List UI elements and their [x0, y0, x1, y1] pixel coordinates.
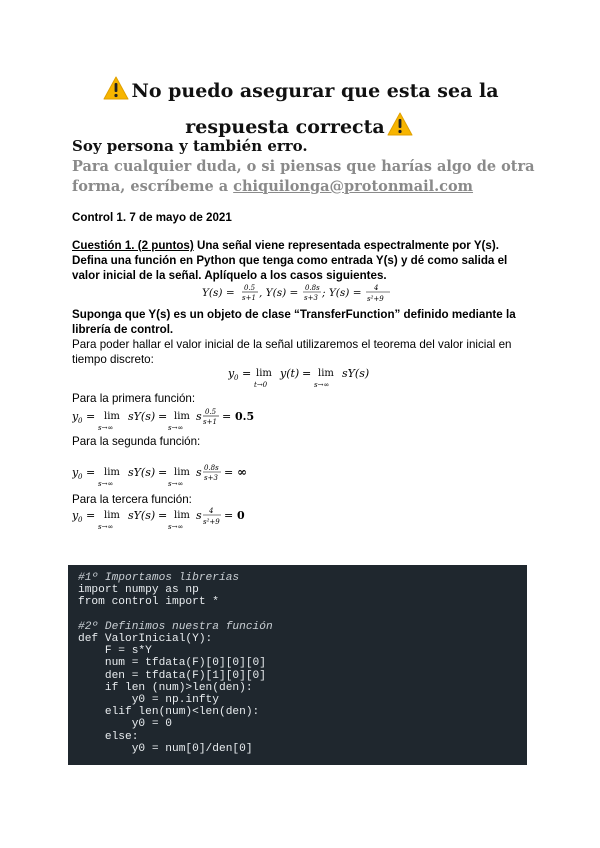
svg-text:s→∞: s→∞: [168, 480, 184, 488]
svg-text:lim: lim: [104, 411, 120, 422]
banner-title-line1: [0, 76, 600, 102]
svg-text:sY(s): sY(s): [128, 509, 156, 522]
svg-text:y: y: [228, 367, 235, 380]
svg-text:0.5: 0.5: [244, 284, 256, 292]
functions-equation: [200, 282, 410, 304]
code-line: import numpy as np: [78, 584, 199, 597]
third-function-equation: [72, 503, 272, 533]
svg-text:s→∞: s→∞: [98, 523, 114, 531]
third-function-label: Para la tercera función:: [72, 493, 192, 506]
svg-text:lim: lim: [256, 368, 272, 379]
svg-text:lim: lim: [318, 368, 334, 379]
svg-text:4: 4: [374, 284, 379, 292]
svg-text:s→∞: s→∞: [314, 381, 330, 389]
svg-text:0.5: 0.5: [205, 408, 217, 416]
second-function-label: Para la segunda función:: [72, 435, 201, 448]
svg-text:=: =: [86, 509, 96, 522]
svg-text:y(t): y(t): [280, 367, 300, 380]
banner-title-text-2: respuesta correcta: [185, 116, 385, 138]
code-line: else:: [78, 730, 139, 743]
svg-text:y: y: [72, 509, 79, 522]
svg-text:s: s: [196, 410, 202, 423]
code-line: if len (num)>len(den):: [78, 681, 253, 694]
svg-text:y: y: [72, 410, 79, 423]
svg-text:sY(s): sY(s): [128, 410, 156, 423]
svg-text:s→∞: s→∞: [168, 523, 184, 531]
banner-person-note: Soy persona y también erro.: [72, 137, 308, 155]
svg-text:0: 0: [234, 374, 239, 382]
svg-text:s²+9: s²+9: [203, 518, 220, 526]
svg-text:=: =: [222, 410, 232, 423]
code-line: y0 = num[0]/den[0]: [78, 742, 253, 755]
svg-text:sY(s): sY(s): [342, 367, 370, 380]
contact-line-1: Para cualquier duda, o si piensas que harías algo de otra: [72, 158, 535, 175]
first-function-label: Para la primera función:: [72, 392, 196, 405]
svg-text:; Y(s) =: ; Y(s) =: [322, 287, 362, 299]
banner-title-line2: [0, 112, 600, 138]
svg-text:=: =: [86, 410, 96, 423]
svg-text:0: 0: [78, 473, 83, 481]
svg-text:=: =: [224, 466, 234, 479]
code-line: y0 = np.infty: [78, 694, 219, 707]
svg-text:4: 4: [209, 507, 214, 515]
warning-icon: [103, 76, 129, 100]
svg-text:=: =: [224, 509, 234, 522]
banner-title-text-1: No puedo asegurar que esta sea la: [131, 80, 499, 102]
svg-text:s+1: s+1: [242, 294, 256, 302]
svg-text:lim: lim: [174, 467, 190, 478]
svg-text:y: y: [72, 466, 79, 479]
code-line: [78, 609, 85, 621]
suppose-statement: Suponga que Y(s) es un objeto de clase “TransferFunction” definido mediante la librería de control.: [72, 308, 516, 336]
svg-text:0.8s: 0.8s: [305, 284, 320, 292]
first-function-equation: [72, 404, 272, 434]
svg-text:s: s: [196, 509, 202, 522]
svg-text:lim: lim: [174, 510, 190, 521]
code-block: [68, 565, 527, 765]
code-line: def ValorInicial(Y):: [78, 633, 213, 646]
code-line: den = tfdata(F)[1][0][0]: [78, 669, 266, 682]
contact-prefix: forma, escríbeme a: [72, 178, 234, 195]
svg-text:s+3: s+3: [204, 474, 218, 482]
warning-icon: [387, 112, 413, 136]
question-text: Una señal viene representada espectralmente por Y(s). Defina una función en Python que tenga como entrada Y(s) y dé como salida el valor inicial de la señal. Aplíquelo a los casos siguientes.: [72, 239, 508, 282]
svg-text:t→0: t→0: [254, 381, 268, 389]
banner-contact: [72, 157, 542, 197]
svg-text:lim: lim: [174, 411, 190, 422]
svg-text:s²+9: s²+9: [367, 295, 384, 303]
svg-text:=: =: [158, 509, 168, 522]
code-line: #2º Definimos nuestra función: [78, 620, 273, 633]
svg-text:s→∞: s→∞: [168, 424, 184, 432]
code-line: #1º Importamos librerías: [78, 572, 240, 584]
result-1: 0.5: [235, 410, 255, 423]
document-heading: Control 1. 7 de mayo de 2021: [72, 211, 232, 224]
code-text: [68, 565, 527, 755]
result-2: ∞: [237, 465, 247, 479]
svg-text:s→∞: s→∞: [98, 424, 114, 432]
svg-text:=: =: [86, 466, 96, 479]
svg-text:0.8s: 0.8s: [204, 464, 219, 472]
theorem-intro: Para poder hallar el valor inicial de la señal utilizaremos el teorema del valor inicial en tiempo discreto:: [72, 338, 512, 366]
svg-text:, Y(s) =: , Y(s) =: [259, 287, 299, 299]
code-line: num = tfdata(F)[0][0][0]: [78, 657, 266, 670]
svg-text:0: 0: [78, 516, 83, 524]
contact-line-2: [72, 177, 542, 197]
svg-text:=: =: [242, 367, 252, 380]
svg-text:=: =: [158, 466, 168, 479]
code-line: F = s*Y: [78, 645, 152, 658]
svg-text:=: =: [158, 410, 168, 423]
second-function-equation: [72, 460, 272, 490]
theorem-equation: [228, 363, 378, 391]
code-line: from control import *: [78, 596, 219, 609]
svg-text:=: =: [302, 367, 312, 380]
question-label: Cuestión 1. (2 puntos): [72, 239, 194, 252]
contact-email-link[interactable]: chiquilonga@protonmail.com: [233, 178, 474, 195]
svg-text:s+1: s+1: [203, 418, 217, 426]
svg-text:lim: lim: [104, 510, 120, 521]
svg-text:s+3: s+3: [304, 294, 318, 302]
svg-text:s: s: [196, 466, 202, 479]
code-line: elif len(num)<len(den):: [78, 706, 260, 719]
svg-text:s→∞: s→∞: [98, 480, 114, 488]
svg-text:lim: lim: [104, 467, 120, 478]
svg-text:Y(s) =: Y(s) =: [202, 287, 235, 299]
code-line: y0 = 0: [78, 718, 172, 731]
question-statement: [72, 238, 528, 283]
svg-text:0: 0: [78, 417, 83, 425]
result-3: 0: [237, 509, 245, 522]
svg-text:sY(s): sY(s): [128, 466, 156, 479]
